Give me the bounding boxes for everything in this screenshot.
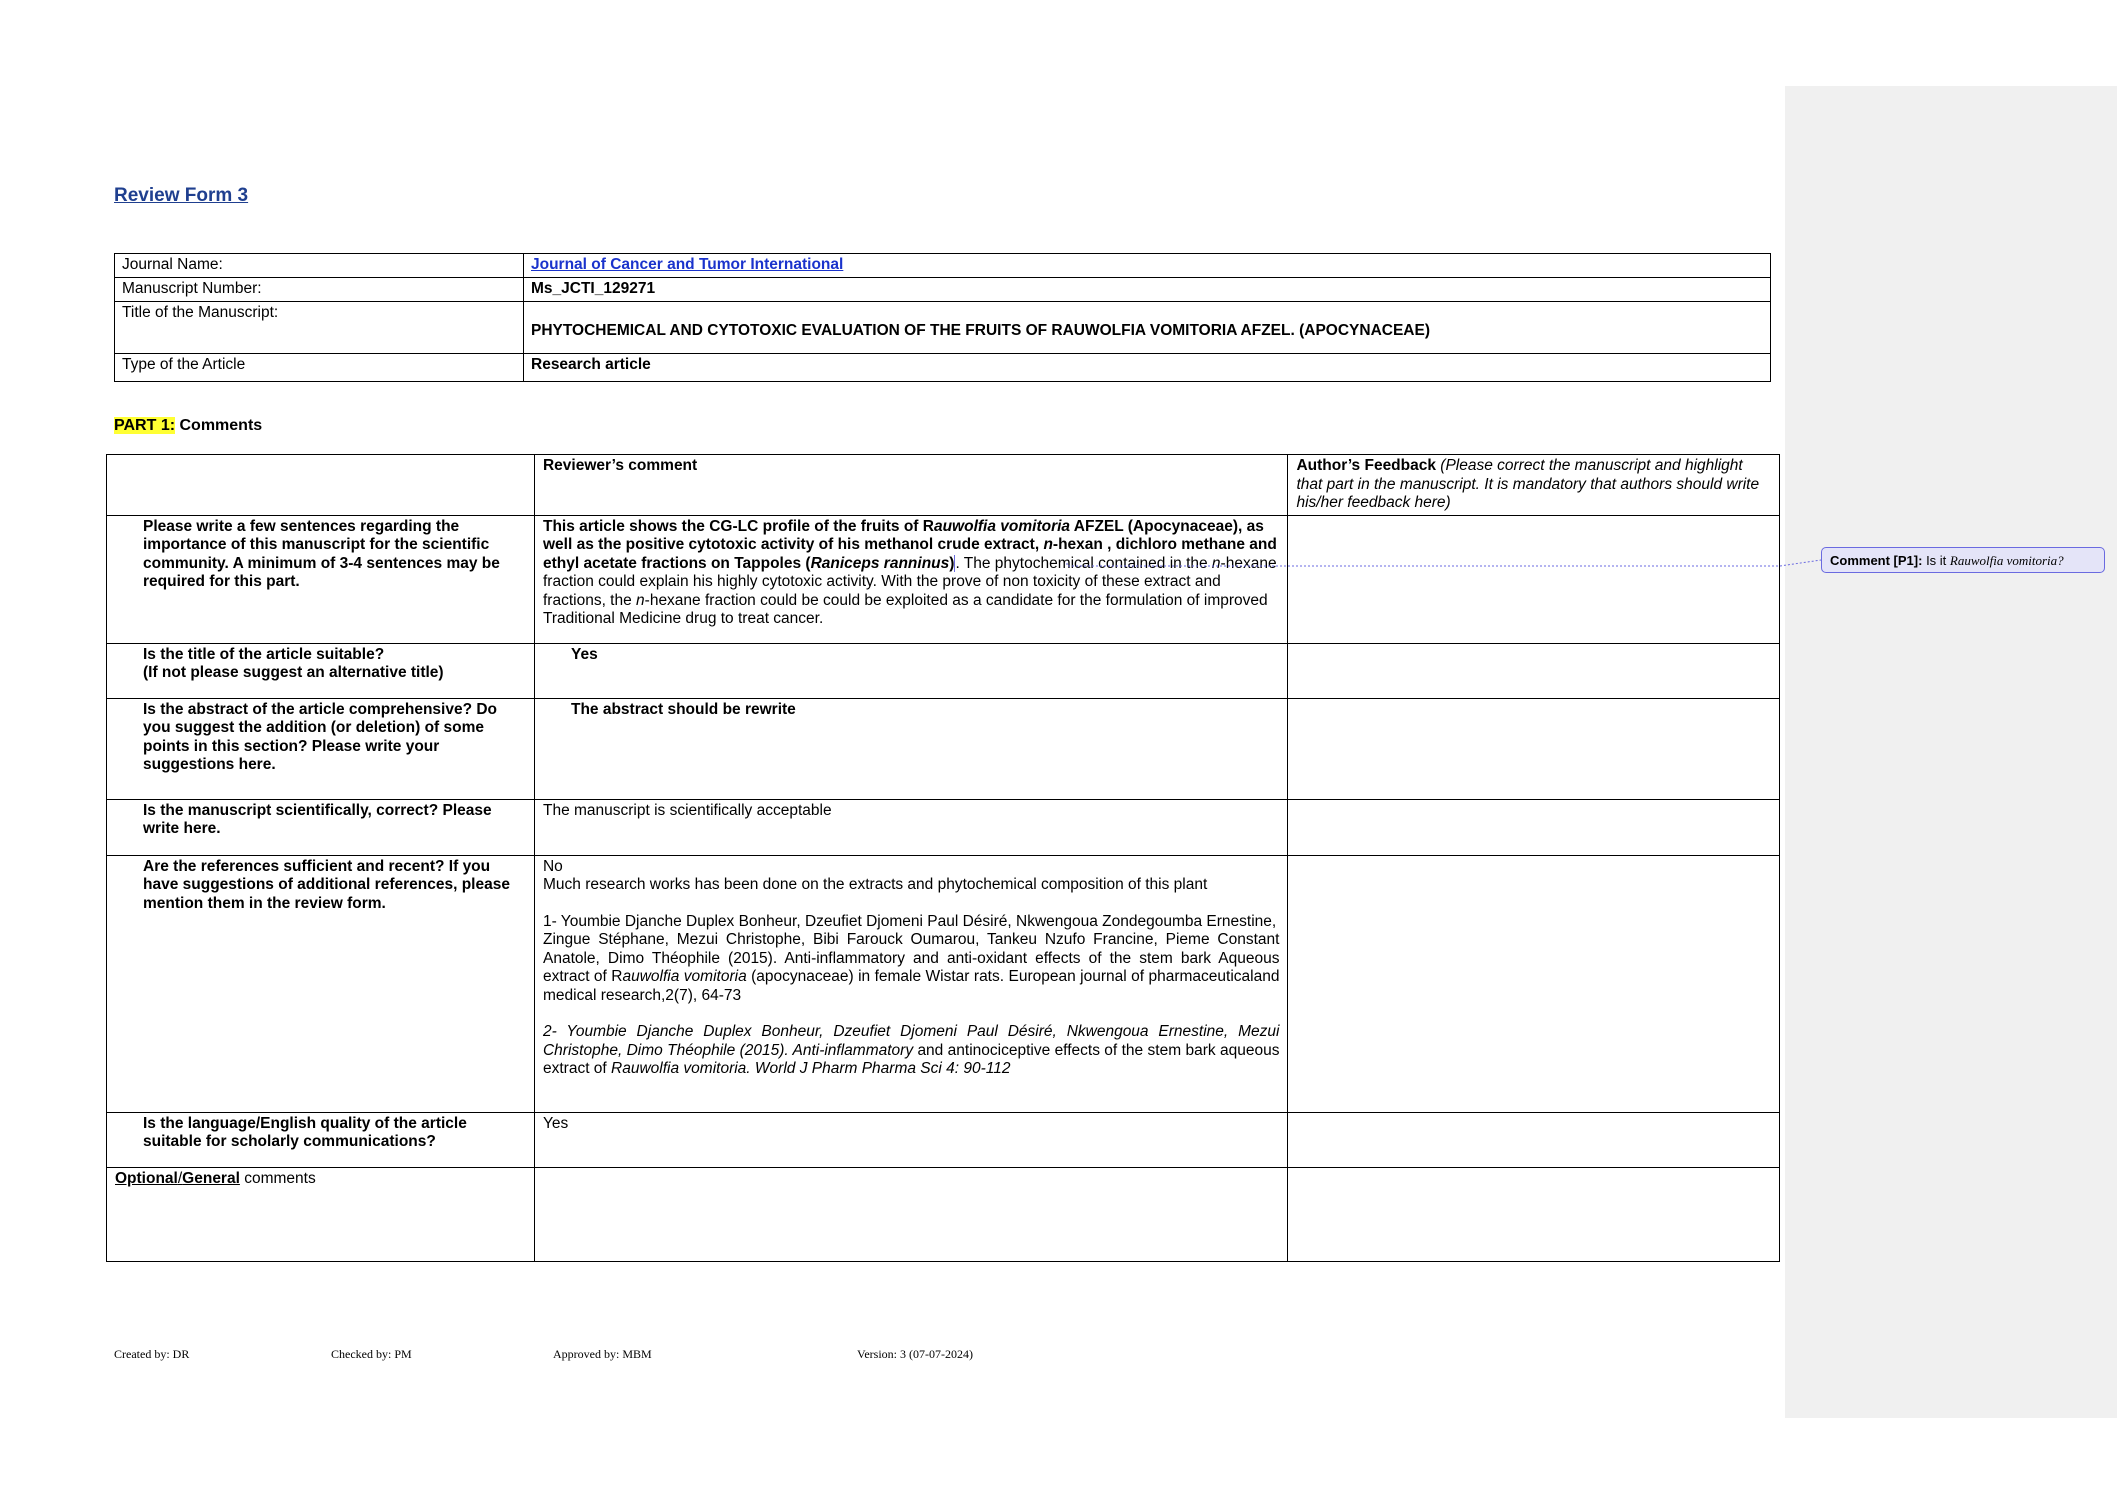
- reviewer-comment-abstract[interactable]: The abstract should be rewrite: [534, 698, 1287, 799]
- r1-text-h: . The phytochemical contained in the: [955, 554, 1212, 572]
- manuscript-number-value: Ms_JCTI_129271: [524, 278, 1771, 302]
- article-type-value: Research article: [524, 354, 1771, 382]
- manuscript-number-label: Manuscript Number:: [115, 278, 524, 302]
- r1-comment-anchor[interactable]: ): [949, 554, 955, 572]
- part1-label: PART 1:: [114, 417, 176, 434]
- footer-version: Version: 3 (07-07-2024): [857, 1347, 973, 1361]
- r1-text-i: n: [1211, 554, 1221, 572]
- reviewer-comment-language[interactable]: Yes: [534, 1112, 1287, 1167]
- r1-text-a: This article shows the CG-LC profile of the fruits of R: [542, 517, 934, 535]
- article-type-label: Type of the Article: [115, 354, 524, 382]
- journal-label: Journal Name:: [115, 254, 524, 278]
- ref-no: No: [542, 857, 563, 875]
- comment-text: Rauwolfia vomitoria?: [1949, 553, 2064, 568]
- question-abstract: Is the abstract of the article comprehensive? Do you suggest the addition (or deletion) of some points in this section? Please write your suggestions here.: [107, 698, 535, 799]
- comment-prefix: Is it: [1922, 553, 1950, 568]
- comment-label: Comment [P1]:: [1830, 553, 1923, 568]
- ref1-body-a: Zingue Stéphane, Mezui Christophe, Bibi Farouck Oumarou, Tankeu Nzufo Francine, Pieme Constant Anatole, Dimo Théophile (2015). Anti-inflammatory and anti-oxidant effects of the stem bark Aqueous extract of R: [542, 931, 1280, 985]
- author-feedback-title: Author’s Feedback: [1296, 457, 1436, 474]
- optional-word: Optional: [115, 1169, 178, 1187]
- r1-text-e: -hexan , dichloro methane and ethyl acetate fractions on Tappoles (: [542, 536, 1277, 572]
- footer-approved-by: Approved by: MBM: [553, 1347, 652, 1361]
- comment-balloon[interactable]: [1821, 547, 2105, 573]
- general-word: General: [182, 1169, 240, 1187]
- question-scientific: Is the manuscript scientifically, correct? Please write here.: [107, 799, 535, 855]
- header-reviewer-comment: Reviewer’s comment: [534, 455, 1287, 516]
- ref1-line: 1- Youmbie Djanche Duplex Bonheur, Dzeufiet Djomeni Paul Désiré, Nkwengoua Zondegoumba Ernestine,: [542, 912, 1277, 930]
- question-title: Is the title of the article suitable? (If not please suggest an alternative title): [107, 643, 535, 698]
- comments-word: comments: [239, 1169, 316, 1187]
- author-feedback-instruction: (Please correct the manuscript and highlight that part in the manuscript. It is mandatory that authors should write his/her feedback here): [1296, 457, 1760, 511]
- manuscript-title-value: PHYTOCHEMICAL AND CYTOTOXIC EVALUATION OF THE FRUITS OF RAUWOLFIA VOMITORIA AFZEL. (APOCYNACEAE): [524, 302, 1771, 354]
- question-references: Are the references sufficient and recent? If you have suggestions of additional references, please mention them in the review form.: [107, 855, 535, 1112]
- ref1-body-c: (apocynaceae) in female Wistar rats. European journal of pharmaceuticaland medical research,2(7), 64-73: [542, 968, 1280, 1004]
- form-title[interactable]: Review Form 3: [114, 185, 249, 206]
- r1-text-c: AFZEL (Apocynaceae), as well as the positive cytotoxic activity of his methanol crude extract,: [542, 517, 1264, 553]
- reviewer-comment-scientific[interactable]: The manuscript is scientifically acceptable: [534, 799, 1287, 855]
- ref2-a: 2- Youmbie Djanche Duplex Bonheur, Dzeufiet Djomeni Paul Désiré, Nkwengoua Ernestine, Mezui Christophe, Dimo Théophile (2015). Anti-inflammatory: [542, 1023, 1280, 1059]
- r1-text-l: -hexane fraction could be could be exploited as a candidate for the formulation of improved Traditional Medicine drug to treat cancer.: [542, 591, 1268, 627]
- reviewer-comment-title[interactable]: Yes: [534, 643, 1287, 698]
- ref1-body-b: auwolfia vomitoria: [622, 968, 747, 985]
- r1-text-j: -hexane fraction could explain his highly cytotoxic activity. With the prove of non toxicity of these extract and fractions, the: [542, 554, 1277, 609]
- question-importance: Please write a few sentences regarding the importance of this manuscript for the scientific community. A minimum of 3-4 sentences may be required for this part.: [107, 515, 535, 643]
- ref-intro: Much research works has been done on the extracts and phytochemical composition of this plant: [542, 876, 1208, 893]
- footer-created-by: Created by: DR: [114, 1347, 190, 1361]
- r1-text-b: auwolfia vomitoria: [933, 517, 1071, 535]
- question-language: Is the language/English quality of the article suitable for scholarly communications?: [107, 1112, 535, 1167]
- footer-checked-by: Checked by: PM: [331, 1347, 412, 1361]
- r1-text-d: n: [1043, 536, 1053, 553]
- part1-text: Comments: [175, 417, 263, 434]
- r1-text-k: n: [636, 591, 645, 609]
- optional-slash: /: [177, 1169, 183, 1187]
- r1-text-f: Raniceps ranninus: [810, 554, 950, 572]
- ref2-b: and antinociceptive effects of the stem bark aqueous extract of: [542, 1041, 1280, 1077]
- manuscript-title-label: Title of the Manuscript:: [115, 302, 524, 354]
- journal-link[interactable]: Journal of Cancer and Tumor International: [531, 256, 844, 273]
- ref2-c: Rauwolfia vomitoria. World J Pharm Pharma Sci 4: 90-112: [611, 1060, 1011, 1077]
